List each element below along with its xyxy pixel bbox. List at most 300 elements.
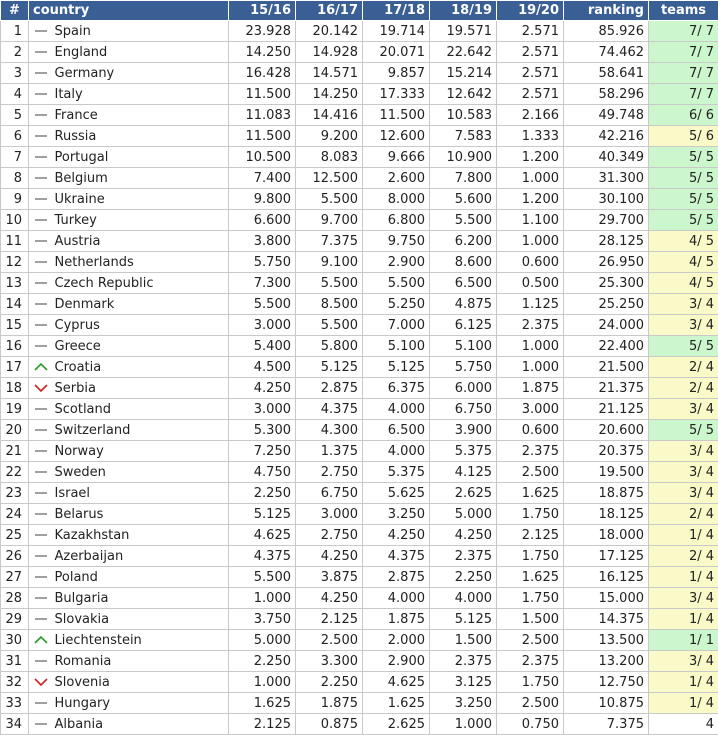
country-cell[interactable]: Austria	[53, 231, 229, 252]
season-points-cell: 14.250	[296, 84, 363, 105]
table-row[interactable]	[1, 483, 718, 504]
country-cell[interactable]: Spain	[53, 21, 229, 42]
season-points-cell: 2.375	[430, 651, 497, 672]
header-season-18-19[interactable]: 18/19	[430, 1, 497, 21]
header-rank[interactable]: #	[1, 1, 29, 21]
season-points-cell: 2.625	[363, 714, 430, 735]
season-points-cell: 7.400	[229, 168, 296, 189]
season-points-cell: 5.125	[430, 609, 497, 630]
season-points-cell: 1.750	[497, 672, 564, 693]
ranking-total-cell: 10.875	[564, 693, 649, 714]
season-points-cell: 0.600	[497, 252, 564, 273]
season-points-cell: 5.400	[229, 336, 296, 357]
season-points-cell: 2.571	[497, 21, 564, 42]
ranking-total-cell: 12.750	[564, 672, 649, 693]
table-row[interactable]	[1, 189, 718, 210]
season-points-cell: 1.375	[296, 441, 363, 462]
country-cell[interactable]: Hungary	[53, 693, 229, 714]
season-points-cell: 9.700	[296, 210, 363, 231]
trend-same-icon	[29, 693, 53, 714]
season-points-cell: 5.375	[430, 441, 497, 462]
header-season-16-17[interactable]: 16/17	[296, 1, 363, 21]
rank-cell: 1	[1, 21, 29, 42]
season-points-cell: 17.333	[363, 84, 430, 105]
trend-same-icon	[29, 399, 53, 420]
season-points-cell: 1.625	[363, 693, 430, 714]
season-points-cell: 6.125	[430, 315, 497, 336]
ranking-total-cell: 7.375	[564, 714, 649, 735]
season-points-cell: 1.750	[497, 588, 564, 609]
ranking-total-cell: 21.125	[564, 399, 649, 420]
season-points-cell: 0.600	[497, 420, 564, 441]
season-points-cell: 10.500	[229, 147, 296, 168]
table-row[interactable]	[1, 42, 718, 63]
table-row[interactable]	[1, 147, 718, 168]
ranking-total-cell: 18.000	[564, 525, 649, 546]
season-points-cell: 2.250	[229, 483, 296, 504]
ranking-total-cell: 18.875	[564, 483, 649, 504]
season-points-cell: 2.900	[363, 252, 430, 273]
country-cell[interactable]: Serbia	[53, 378, 229, 399]
season-points-cell: 2.500	[497, 630, 564, 651]
ranking-total-cell: 20.600	[564, 420, 649, 441]
country-cell[interactable]: Bulgaria	[53, 588, 229, 609]
trend-same-icon	[29, 147, 53, 168]
teams-cell: 3/ 4	[649, 294, 718, 315]
table-row[interactable]	[1, 231, 718, 252]
table-row[interactable]	[1, 693, 718, 714]
ranking-total-cell: 40.349	[564, 147, 649, 168]
country-cell[interactable]: Liechtenstein	[53, 630, 229, 651]
season-points-cell: 5.500	[296, 315, 363, 336]
table-row[interactable]	[1, 504, 718, 525]
trend-up-icon	[29, 357, 53, 378]
country-cell[interactable]: France	[53, 105, 229, 126]
season-points-cell: 9.750	[363, 231, 430, 252]
teams-cell: 1/ 4	[649, 693, 718, 714]
rank-cell: 34	[1, 714, 29, 735]
season-points-cell: 2.166	[497, 105, 564, 126]
country-cell[interactable]: Scotland	[53, 399, 229, 420]
country-cell[interactable]: Slovenia	[53, 672, 229, 693]
teams-cell: 3/ 4	[649, 588, 718, 609]
season-points-cell: 23.928	[229, 21, 296, 42]
season-points-cell: 1.000	[497, 231, 564, 252]
ranking-total-cell: 31.300	[564, 168, 649, 189]
season-points-cell: 4.000	[363, 588, 430, 609]
season-points-cell: 11.083	[229, 105, 296, 126]
trend-same-icon	[29, 273, 53, 294]
ranking-total-cell: 21.375	[564, 378, 649, 399]
season-points-cell: 11.500	[229, 126, 296, 147]
teams-cell: 5/ 5	[649, 147, 718, 168]
country-cell[interactable]: Azerbaijan	[53, 546, 229, 567]
table-row[interactable]	[1, 630, 718, 651]
season-points-cell: 5.800	[296, 336, 363, 357]
season-points-cell: 4.300	[296, 420, 363, 441]
season-points-cell: 2.375	[497, 651, 564, 672]
teams-cell: 3/ 4	[649, 315, 718, 336]
season-points-cell: 4.125	[430, 462, 497, 483]
ranking-total-cell: 25.250	[564, 294, 649, 315]
teams-cell: 3/ 4	[649, 651, 718, 672]
season-points-cell: 9.100	[296, 252, 363, 273]
rank-cell: 33	[1, 693, 29, 714]
table-row[interactable]	[1, 168, 718, 189]
country-cell[interactable]: Turkey	[53, 210, 229, 231]
ranking-total-cell: 24.000	[564, 315, 649, 336]
rank-cell: 9	[1, 189, 29, 210]
trend-same-icon	[29, 441, 53, 462]
season-points-cell: 0.875	[296, 714, 363, 735]
season-points-cell: 2.900	[363, 651, 430, 672]
ranking-total-cell: 16.125	[564, 567, 649, 588]
country-cell[interactable]: Albania	[53, 714, 229, 735]
season-points-cell: 3.900	[430, 420, 497, 441]
table-row[interactable]	[1, 21, 718, 42]
season-points-cell: 5.625	[363, 483, 430, 504]
teams-cell: 2/ 4	[649, 357, 718, 378]
season-points-cell: 6.600	[229, 210, 296, 231]
season-points-cell: 1.500	[430, 630, 497, 651]
rank-cell: 23	[1, 483, 29, 504]
ranking-total-cell: 25.300	[564, 273, 649, 294]
season-points-cell: 4.250	[296, 588, 363, 609]
season-points-cell: 3.250	[430, 693, 497, 714]
teams-cell: 5/ 5	[649, 168, 718, 189]
teams-cell: 4/ 5	[649, 252, 718, 273]
rank-cell: 17	[1, 357, 29, 378]
rank-cell: 10	[1, 210, 29, 231]
trend-down-icon	[29, 672, 53, 693]
table-row[interactable]	[1, 567, 718, 588]
rank-cell: 3	[1, 63, 29, 84]
teams-cell: 4/ 5	[649, 231, 718, 252]
season-points-cell: 12.600	[363, 126, 430, 147]
season-points-cell: 3.750	[229, 609, 296, 630]
table-row[interactable]	[1, 210, 718, 231]
rank-cell: 2	[1, 42, 29, 63]
table-row[interactable]	[1, 315, 718, 336]
season-points-cell: 2.000	[363, 630, 430, 651]
header-country[interactable]: country	[29, 1, 229, 21]
table-row[interactable]	[1, 294, 718, 315]
season-points-cell: 2.571	[497, 42, 564, 63]
country-cell[interactable]: Germany	[53, 63, 229, 84]
ranking-total-cell: 58.641	[564, 63, 649, 84]
season-points-cell: 4.375	[296, 399, 363, 420]
season-points-cell: 6.800	[363, 210, 430, 231]
season-points-cell: 2.375	[497, 441, 564, 462]
teams-cell: 1/ 4	[649, 525, 718, 546]
table-row[interactable]	[1, 378, 718, 399]
trend-same-icon	[29, 189, 53, 210]
table-row[interactable]	[1, 252, 718, 273]
ranking-total-cell: 20.375	[564, 441, 649, 462]
season-points-cell: 4.250	[229, 378, 296, 399]
rank-cell: 15	[1, 315, 29, 336]
table-row[interactable]	[1, 546, 718, 567]
table-row[interactable]	[1, 399, 718, 420]
season-points-cell: 20.071	[363, 42, 430, 63]
country-cell[interactable]: Portugal	[53, 147, 229, 168]
season-points-cell: 1.750	[497, 546, 564, 567]
table-row[interactable]	[1, 651, 718, 672]
table-row[interactable]	[1, 357, 718, 378]
season-points-cell: 9.800	[229, 189, 296, 210]
season-points-cell: 4.625	[229, 525, 296, 546]
teams-cell: 6/ 6	[649, 105, 718, 126]
country-cell[interactable]: Belgium	[53, 168, 229, 189]
season-points-cell: 5.375	[363, 462, 430, 483]
season-points-cell: 2.250	[296, 672, 363, 693]
season-points-cell: 6.750	[296, 483, 363, 504]
table-row[interactable]	[1, 105, 718, 126]
country-cell[interactable]: England	[53, 42, 229, 63]
season-points-cell: 3.250	[363, 504, 430, 525]
rank-cell: 18	[1, 378, 29, 399]
table-row[interactable]	[1, 672, 718, 693]
trend-same-icon	[29, 651, 53, 672]
season-points-cell: 1.200	[497, 147, 564, 168]
country-cell[interactable]: Belarus	[53, 504, 229, 525]
season-points-cell: 0.500	[497, 273, 564, 294]
season-points-cell: 1.100	[497, 210, 564, 231]
table-row[interactable]	[1, 63, 718, 84]
rank-cell: 27	[1, 567, 29, 588]
season-points-cell: 7.375	[296, 231, 363, 252]
season-points-cell: 2.125	[229, 714, 296, 735]
teams-cell: 3/ 4	[649, 399, 718, 420]
season-points-cell: 12.642	[430, 84, 497, 105]
season-points-cell: 2.500	[296, 630, 363, 651]
teams-cell: 5/ 5	[649, 189, 718, 210]
header-season-15-16[interactable]: 15/16	[229, 1, 296, 21]
season-points-cell: 1.750	[497, 504, 564, 525]
country-cell[interactable]: Norway	[53, 441, 229, 462]
trend-same-icon	[29, 294, 53, 315]
season-points-cell: 6.500	[430, 273, 497, 294]
season-points-cell: 0.750	[497, 714, 564, 735]
season-points-cell: 5.500	[229, 294, 296, 315]
table-row[interactable]	[1, 84, 718, 105]
ranking-total-cell: 58.296	[564, 84, 649, 105]
season-points-cell: 14.250	[229, 42, 296, 63]
country-cell[interactable]: Italy	[53, 84, 229, 105]
rank-cell: 29	[1, 609, 29, 630]
table-row[interactable]	[1, 441, 718, 462]
trend-same-icon	[29, 168, 53, 189]
trend-same-icon	[29, 420, 53, 441]
teams-cell: 2/ 4	[649, 504, 718, 525]
season-points-cell: 1.000	[229, 588, 296, 609]
trend-same-icon	[29, 252, 53, 273]
season-points-cell: 4.000	[430, 588, 497, 609]
trend-same-icon	[29, 714, 53, 735]
country-cell[interactable]: Kazakhstan	[53, 525, 229, 546]
teams-cell: 5/ 5	[649, 210, 718, 231]
table-row[interactable]	[1, 609, 718, 630]
season-points-cell: 19.714	[363, 21, 430, 42]
season-points-cell: 1.875	[497, 378, 564, 399]
rank-cell: 20	[1, 420, 29, 441]
country-cell[interactable]: Romania	[53, 651, 229, 672]
ranking-total-cell: 28.125	[564, 231, 649, 252]
season-points-cell: 5.000	[430, 504, 497, 525]
trend-same-icon	[29, 609, 53, 630]
season-points-cell: 6.000	[430, 378, 497, 399]
country-cell[interactable]: Sweden	[53, 462, 229, 483]
trend-same-icon	[29, 336, 53, 357]
trend-same-icon	[29, 84, 53, 105]
ranking-total-cell: 21.500	[564, 357, 649, 378]
season-points-cell: 6.375	[363, 378, 430, 399]
trend-up-icon	[29, 630, 53, 651]
table-row[interactable]	[1, 336, 718, 357]
ranking-total-cell: 17.125	[564, 546, 649, 567]
season-points-cell: 3.000	[296, 504, 363, 525]
ranking-total-cell: 30.100	[564, 189, 649, 210]
ranking-total-cell: 74.462	[564, 42, 649, 63]
ranking-total-cell: 13.200	[564, 651, 649, 672]
trend-same-icon	[29, 588, 53, 609]
season-points-cell: 14.928	[296, 42, 363, 63]
country-cell[interactable]: Israel	[53, 483, 229, 504]
country-cell[interactable]: Greece	[53, 336, 229, 357]
season-points-cell: 7.300	[229, 273, 296, 294]
season-points-cell: 5.125	[229, 504, 296, 525]
season-points-cell: 12.500	[296, 168, 363, 189]
trend-down-icon	[29, 378, 53, 399]
trend-same-icon	[29, 21, 53, 42]
season-points-cell: 2.375	[430, 546, 497, 567]
season-points-cell: 8.600	[430, 252, 497, 273]
table-row[interactable]	[1, 714, 718, 735]
season-points-cell: 10.583	[430, 105, 497, 126]
country-cell[interactable]: Croatia	[53, 357, 229, 378]
trend-same-icon	[29, 483, 53, 504]
season-points-cell: 7.000	[363, 315, 430, 336]
teams-cell: 5/ 6	[649, 126, 718, 147]
season-points-cell: 2.600	[363, 168, 430, 189]
teams-cell: 5/ 5	[649, 420, 718, 441]
ranking-total-cell: 29.700	[564, 210, 649, 231]
table-row[interactable]	[1, 462, 718, 483]
ranking-total-cell: 42.216	[564, 126, 649, 147]
rank-cell: 26	[1, 546, 29, 567]
season-points-cell: 1.125	[497, 294, 564, 315]
trend-same-icon	[29, 315, 53, 336]
country-cell[interactable]: Slovakia	[53, 609, 229, 630]
rank-cell: 8	[1, 168, 29, 189]
season-points-cell: 16.428	[229, 63, 296, 84]
season-points-cell: 6.750	[430, 399, 497, 420]
season-points-cell: 2.125	[296, 609, 363, 630]
table-row[interactable]	[1, 273, 718, 294]
season-points-cell: 4.250	[430, 525, 497, 546]
rank-cell: 16	[1, 336, 29, 357]
season-points-cell: 2.500	[497, 462, 564, 483]
season-points-cell: 5.100	[363, 336, 430, 357]
season-points-cell: 6.200	[430, 231, 497, 252]
ranking-total-cell: 85.926	[564, 21, 649, 42]
table-row[interactable]	[1, 420, 718, 441]
teams-cell: 1/ 4	[649, 567, 718, 588]
ranking-total-cell: 18.125	[564, 504, 649, 525]
header-teams[interactable]: teams	[649, 1, 718, 21]
country-cell[interactable]: Cyprus	[53, 315, 229, 336]
season-points-cell: 2.500	[497, 693, 564, 714]
rank-cell: 25	[1, 525, 29, 546]
season-points-cell: 3.000	[229, 315, 296, 336]
ranking-total-cell: 14.375	[564, 609, 649, 630]
season-points-cell: 4.875	[430, 294, 497, 315]
header-season-17-18[interactable]: 17/18	[363, 1, 430, 21]
season-points-cell: 5.500	[296, 189, 363, 210]
season-points-cell: 5.600	[430, 189, 497, 210]
season-points-cell: 4.375	[363, 546, 430, 567]
season-points-cell: 19.571	[430, 21, 497, 42]
season-points-cell: 8.500	[296, 294, 363, 315]
season-points-cell: 7.583	[430, 126, 497, 147]
country-cell[interactable]: Russia	[53, 126, 229, 147]
season-points-cell: 2.375	[497, 315, 564, 336]
season-points-cell: 1.000	[229, 672, 296, 693]
season-points-cell: 9.857	[363, 63, 430, 84]
season-points-cell: 22.642	[430, 42, 497, 63]
season-points-cell: 11.500	[363, 105, 430, 126]
teams-cell: 2/ 4	[649, 546, 718, 567]
table-row[interactable]	[1, 525, 718, 546]
season-points-cell: 9.666	[363, 147, 430, 168]
season-points-cell: 5.750	[430, 357, 497, 378]
trend-same-icon	[29, 126, 53, 147]
rank-cell: 21	[1, 441, 29, 462]
country-cell[interactable]: Switzerland	[53, 420, 229, 441]
rank-cell: 11	[1, 231, 29, 252]
trend-same-icon	[29, 546, 53, 567]
season-points-cell: 2.750	[296, 462, 363, 483]
season-points-cell: 2.571	[497, 63, 564, 84]
trend-same-icon	[29, 105, 53, 126]
table-row[interactable]	[1, 126, 718, 147]
rank-cell: 19	[1, 399, 29, 420]
season-points-cell: 8.000	[363, 189, 430, 210]
header-ranking[interactable]: ranking	[564, 1, 649, 21]
season-points-cell: 2.125	[497, 525, 564, 546]
season-points-cell: 4.750	[229, 462, 296, 483]
table-row[interactable]	[1, 588, 718, 609]
season-points-cell: 3.125	[430, 672, 497, 693]
ranking-total-cell: 22.400	[564, 336, 649, 357]
season-points-cell: 8.083	[296, 147, 363, 168]
rank-cell: 13	[1, 273, 29, 294]
country-cell[interactable]: Denmark	[53, 294, 229, 315]
country-cell[interactable]: Netherlands	[53, 252, 229, 273]
rank-cell: 6	[1, 126, 29, 147]
rank-cell: 12	[1, 252, 29, 273]
season-points-cell: 4.250	[363, 525, 430, 546]
header-season-19-20[interactable]: 19/20	[497, 1, 564, 21]
season-points-cell: 1.625	[497, 483, 564, 504]
country-cell[interactable]: Czech Republic	[53, 273, 229, 294]
country-cell[interactable]: Poland	[53, 567, 229, 588]
season-points-cell: 4.500	[229, 357, 296, 378]
teams-cell: 3/ 4	[649, 483, 718, 504]
trend-same-icon	[29, 567, 53, 588]
rank-cell: 32	[1, 672, 29, 693]
country-cell[interactable]: Ukraine	[53, 189, 229, 210]
